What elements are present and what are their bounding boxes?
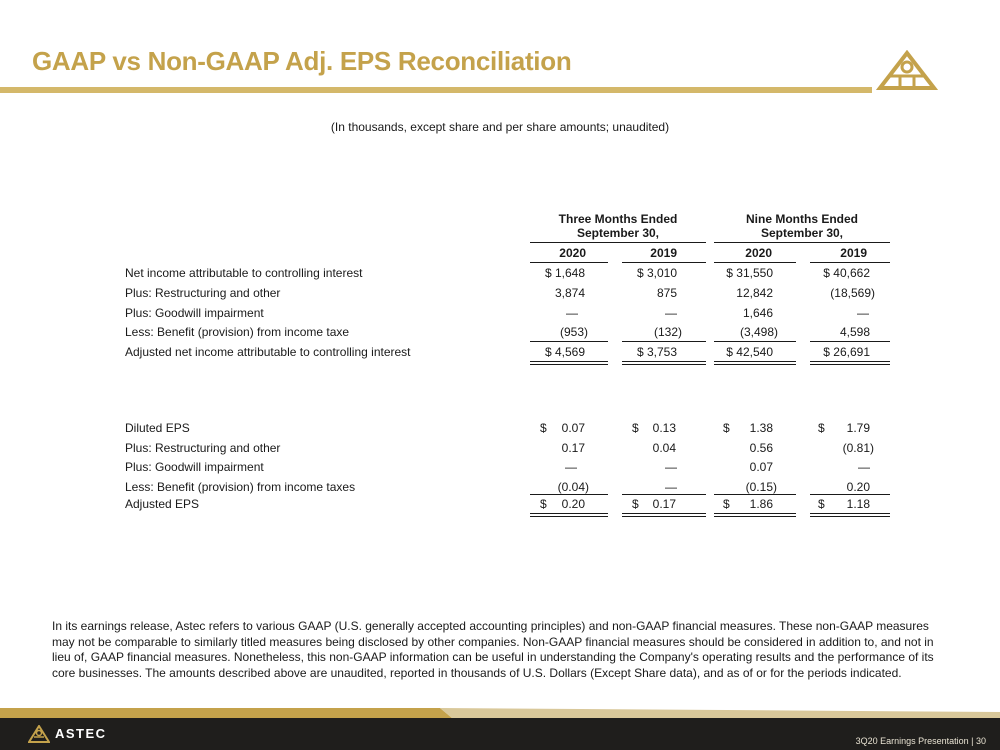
dollar-sign: $: [540, 421, 547, 435]
total-double-rule: [530, 361, 608, 365]
total-double-rule: [530, 513, 608, 517]
year-header: 2020: [745, 246, 772, 260]
value-cell: 0.07: [561, 421, 585, 435]
value-cell: $ 40,662: [823, 266, 870, 280]
row-label: Plus: Goodwill impairment: [125, 460, 264, 474]
period-header-line1: Three Months Ended: [558, 212, 678, 226]
value-cell: —: [565, 460, 577, 474]
value-cell: $ 3,010: [636, 266, 677, 280]
value-cell: 0.17: [561, 441, 585, 455]
total-double-rule: [810, 361, 890, 365]
value-cell: (3,498): [739, 325, 778, 339]
page-title: GAAP vs Non-GAAP Adj. EPS Reconciliation: [32, 46, 572, 76]
value-cell: 0.07: [749, 460, 773, 474]
dollar-sign: $: [632, 497, 639, 511]
value-cell: 0.13: [652, 421, 676, 435]
period-header-three-months: [530, 212, 706, 240]
row-label: Less: Benefit (provision) from income taxes: [125, 480, 356, 494]
year-header: 2020: [559, 246, 586, 260]
dollar-sign: $: [540, 497, 547, 511]
subtotal-rule: [714, 341, 796, 342]
year-rule: [810, 262, 890, 263]
value-cell: —: [566, 306, 578, 320]
value-cell: 4,598: [839, 325, 870, 339]
value-cell: 0.56: [749, 441, 773, 455]
value-cell: 0.20: [846, 480, 870, 494]
value-cell: $ 3,753: [636, 345, 677, 359]
value-cell: $ 42,540: [726, 345, 773, 359]
value-cell: $ 4,569: [544, 345, 585, 359]
value-cell: (0.04): [557, 480, 589, 494]
row-label: Adjusted EPS: [125, 497, 200, 511]
header-rule: [530, 242, 706, 243]
total-double-rule: [810, 513, 890, 517]
subtotal-rule: [810, 341, 890, 342]
row-label: Plus: Goodwill impairment: [125, 306, 264, 320]
year-rule: [714, 262, 796, 263]
total-double-rule: [714, 513, 796, 517]
total-double-rule: [714, 361, 796, 365]
value-cell: —: [665, 306, 677, 320]
period-header-nine-months: [714, 212, 890, 240]
total-double-rule: [622, 513, 706, 517]
value-cell: 0.20: [561, 497, 585, 511]
total-double-rule: [622, 361, 706, 365]
value-cell: —: [857, 306, 869, 320]
value-cell: 1.18: [846, 497, 870, 511]
dollar-sign: $: [632, 421, 639, 435]
year-header: 2019: [650, 246, 677, 260]
row-label: Diluted EPS: [125, 421, 190, 435]
value-cell: 1.86: [749, 497, 773, 511]
footer-brand-name: ASTEC: [55, 726, 107, 741]
value-cell: (0.15): [745, 480, 777, 494]
value-cell: (0.81): [842, 441, 874, 455]
dollar-sign: $: [723, 497, 730, 511]
value-cell: 1.79: [846, 421, 870, 435]
value-cell: —: [665, 480, 677, 494]
subtotal-rule: [530, 494, 608, 495]
astec-logo-icon: [28, 725, 50, 743]
value-cell: 12,842: [736, 286, 773, 300]
year-rule: [622, 262, 706, 263]
row-label: Plus: Restructuring and other: [125, 286, 281, 300]
year-header: 2019: [840, 246, 867, 260]
value-cell: $ 31,550: [726, 266, 773, 280]
footer-bar: [0, 718, 1000, 750]
subtotal-rule: [810, 494, 890, 495]
value-cell: $ 1,648: [544, 266, 585, 280]
dollar-sign: $: [818, 421, 825, 435]
value-cell: 1,646: [742, 306, 773, 320]
subtotal-rule: [622, 494, 706, 495]
dollar-sign: $: [818, 497, 825, 511]
value-cell: (18,569): [830, 286, 875, 300]
value-cell: 0.17: [652, 497, 676, 511]
subtotal-rule: [530, 341, 608, 342]
header-rule: [714, 242, 890, 243]
value-cell: 0.04: [652, 441, 676, 455]
row-label: Adjusted net income attributable to controlling interest: [125, 345, 411, 359]
row-label: Less: Benefit (provision) from income taxe: [125, 325, 350, 339]
footer-page-label: 3Q20 Earnings Presentation | 30: [855, 736, 986, 746]
title-underline: [0, 87, 872, 93]
astec-logo-icon: [876, 50, 938, 90]
period-header-line2: September 30,: [576, 226, 660, 240]
value-cell: (953): [559, 325, 588, 339]
row-label: Net income attributable to controlling interest: [125, 266, 363, 280]
table-subtitle: (In thousands, except share and per share amounts; unaudited): [330, 120, 670, 134]
value-cell: —: [665, 460, 677, 474]
value-cell: 3,874: [554, 286, 585, 300]
value-cell: —: [858, 460, 870, 474]
period-header-line2: September 30,: [760, 226, 844, 240]
subtotal-rule: [622, 341, 706, 342]
value-cell: 875: [656, 286, 677, 300]
footnote: In its earnings release, Astec refers to various GAAP (U.S. generally accepted accounting principles) and non-GAAP financial measures. These non-GAAP measures may not be comparable to similarly titled measures being disclosed by other companies. Non-GAAP financial measures should be considered in addition to, and not in lieu of, GAAP financial measures. Nonetheless, this non-GAAP information can be useful in understanding the Company's operating results and the performance of its core businesses. The amounts described above are unaudited, reported in thousands of U.S. Dollars (Except Share data), and as of or for the periods indicated.: [52, 619, 934, 680]
year-rule: [530, 262, 608, 263]
row-label: Plus: Restructuring and other: [125, 441, 281, 455]
value-cell: 1.38: [749, 421, 773, 435]
footer-accent-stripe: [0, 708, 1000, 718]
value-cell: $ 26,691: [823, 345, 870, 359]
period-header-line1: Nine Months Ended: [746, 212, 858, 226]
value-cell: (132): [653, 325, 682, 339]
dollar-sign: $: [723, 421, 730, 435]
subtotal-rule: [714, 494, 796, 495]
